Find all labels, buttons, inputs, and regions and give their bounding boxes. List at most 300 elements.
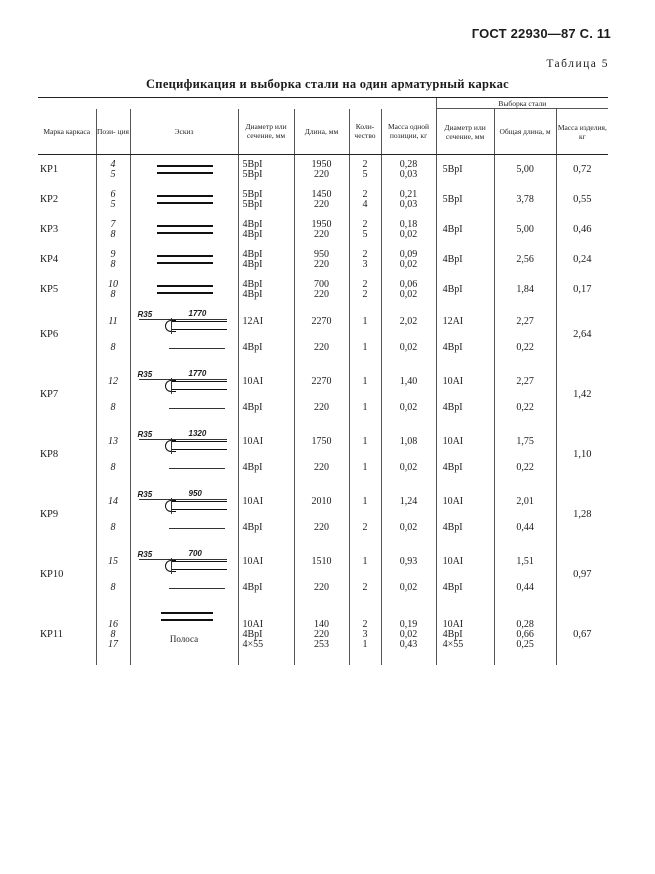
cell-line: 10AI	[442, 375, 464, 387]
header-mass-one: Масса одной позиции, кг	[381, 109, 436, 155]
cell-line: 220	[314, 258, 329, 270]
rebar-line	[157, 285, 213, 287]
cell-line: 0,19	[399, 618, 418, 630]
radius-label: R35	[137, 549, 153, 559]
product-mass-value: 0,55	[573, 194, 592, 205]
cell-line: 5BpI	[242, 188, 263, 200]
product-mass-value: 0,24	[573, 254, 592, 265]
spec-table-wrapper	[38, 97, 608, 665]
cell-line: 14	[108, 495, 118, 507]
rebar-line	[171, 569, 227, 571]
cell-line: 5BpI	[242, 198, 263, 210]
dimension-line	[139, 379, 227, 380]
cell-diameter	[238, 215, 294, 245]
rebar-line	[157, 165, 213, 167]
cell-total-length	[494, 365, 556, 425]
cell-line: 8	[110, 258, 116, 270]
cell-product-mass	[556, 605, 608, 665]
cell-product-mass	[556, 245, 608, 275]
cell-line: 4BpI	[442, 253, 463, 265]
cell-line: 12AI	[442, 315, 464, 327]
cell-sel-diameter	[436, 305, 494, 365]
cell-line: 220	[314, 341, 329, 353]
cell-line: 4BpI	[242, 218, 263, 230]
header-total-length: Общая длина, м	[494, 109, 556, 155]
cell-line: 1510	[311, 555, 332, 567]
cell-line: 0,02	[399, 461, 418, 473]
cell-line: 0,09	[399, 248, 418, 260]
cell-line: 4BpI	[242, 341, 263, 353]
rebar-line	[171, 449, 227, 451]
cell-total-length	[494, 275, 556, 305]
radius-label: R35	[137, 489, 153, 499]
cell-mark	[38, 545, 96, 605]
rebar-line	[171, 441, 227, 443]
cell-line: 4BpI	[242, 581, 263, 593]
cell-position	[96, 545, 130, 605]
cell-sel-diameter	[436, 155, 494, 185]
cell-line: 8	[110, 288, 116, 300]
cell-line: 15	[108, 555, 118, 567]
cell-line: 1	[362, 495, 368, 507]
cell-mark	[38, 605, 96, 665]
cell-line: 0,21	[399, 188, 418, 200]
cell-line: 2	[362, 218, 368, 230]
table-row	[38, 155, 608, 185]
cell-line: 700	[314, 278, 329, 290]
table-row	[38, 305, 608, 365]
dimension-line	[139, 499, 227, 500]
cell-sel-diameter	[436, 185, 494, 215]
cell-mark	[38, 155, 96, 185]
cell-mass-one	[381, 275, 436, 305]
cell-line: 8	[110, 521, 116, 533]
cell-product-mass	[556, 185, 608, 215]
cell-line: 10AI	[242, 375, 264, 387]
table-row	[38, 365, 608, 425]
cell-line: 1,51	[516, 555, 534, 567]
cell-line: 0,25	[516, 638, 534, 650]
header-sketch: Эскиз	[130, 109, 238, 155]
cell-product-mass	[556, 365, 608, 425]
cell-line: 2	[362, 158, 368, 170]
cell-diameter	[238, 545, 294, 605]
cell-line: 2	[362, 288, 368, 300]
cell-product-mass	[556, 485, 608, 545]
rebar-sketch	[131, 426, 238, 484]
header-product-mass: Масса изделия, кг	[556, 109, 608, 155]
cell-line: 13	[108, 435, 118, 447]
cell-line: 2,27	[516, 315, 534, 327]
cell-line: 11	[108, 315, 118, 327]
cell-length	[294, 605, 349, 665]
cell-line: 4BpI	[242, 248, 263, 260]
table-row	[38, 215, 608, 245]
rebar-line	[171, 561, 227, 563]
cell-total-length	[494, 305, 556, 365]
cell-line: 1950	[311, 218, 332, 230]
cell-quantity	[349, 485, 381, 545]
cell-line: 0,28	[516, 618, 534, 630]
table-label: Таблица 5	[546, 58, 609, 70]
cell-line: 2,02	[399, 315, 418, 327]
rebar-line-lower	[169, 528, 225, 529]
rebar-sketch	[131, 306, 238, 364]
cell-line: 0,22	[516, 341, 534, 353]
cell-line: 220	[314, 401, 329, 413]
cell-line: 0,22	[516, 461, 534, 473]
cell-line: 1,40	[399, 375, 418, 387]
cell-line: 9	[110, 248, 116, 260]
table-row	[38, 425, 608, 485]
cell-length	[294, 545, 349, 605]
cell-line: 1,75	[516, 435, 534, 447]
cell-line: 12AI	[242, 315, 264, 327]
cell-total-length	[494, 245, 556, 275]
cell-mark	[38, 305, 96, 365]
table-row	[38, 545, 608, 605]
cell-line: 1,24	[399, 495, 418, 507]
cell-total-length	[494, 155, 556, 185]
cell-line: 0,28	[399, 158, 418, 170]
cell-line: 3,78	[516, 193, 534, 205]
cell-line: 0,03	[399, 168, 418, 180]
cell-sketch	[130, 485, 238, 545]
cell-line: 0,22	[516, 401, 534, 413]
cell-line: 2	[362, 581, 368, 593]
cell-sketch	[130, 185, 238, 215]
cell-line: 6	[110, 188, 116, 200]
cell-product-mass	[556, 215, 608, 245]
product-mass-value: 0,67	[573, 629, 592, 640]
header-diameter: Диаметр или сечение, мм	[238, 109, 294, 155]
cell-line: 8	[110, 581, 116, 593]
cell-line: 10AI	[242, 495, 264, 507]
cross-bar	[171, 558, 172, 574]
cell-line: 1950	[311, 158, 332, 170]
mark-text: КР6	[40, 329, 59, 340]
cell-length	[294, 245, 349, 275]
cell-diameter	[238, 425, 294, 485]
rebar-line	[171, 381, 227, 383]
cell-line: 4BpI	[242, 288, 263, 300]
header-length: Длина, мм	[294, 109, 349, 155]
cell-length	[294, 425, 349, 485]
header-mark: Марка каркаса	[38, 109, 96, 155]
mark-text: КР4	[40, 254, 59, 265]
cell-line: 2270	[311, 315, 332, 327]
cell-line: 0,03	[399, 198, 418, 210]
cell-quantity	[349, 275, 381, 305]
rebar-line	[171, 501, 227, 503]
cell-line: 0,18	[399, 218, 418, 230]
product-mass-value: 0,72	[573, 164, 592, 176]
cell-sketch	[130, 605, 238, 665]
cell-mark	[38, 275, 96, 305]
cell-line: 0,02	[399, 258, 418, 270]
table-row	[38, 185, 608, 215]
rebar-line	[161, 619, 213, 621]
cell-line: 220	[314, 521, 329, 533]
cell-line: 1450	[311, 188, 332, 200]
cell-line: 220	[314, 581, 329, 593]
cell-total-length	[494, 485, 556, 545]
rebar-sketch	[131, 156, 238, 184]
cell-length	[294, 485, 349, 545]
cell-line: 2,01	[516, 495, 534, 507]
table-row	[38, 485, 608, 545]
cell-line: 0,66	[516, 628, 534, 640]
cell-mark	[38, 485, 96, 545]
cell-line: 10AI	[442, 618, 464, 630]
cell-position	[96, 365, 130, 425]
cell-diameter	[238, 485, 294, 545]
cell-line: 0,02	[399, 521, 418, 533]
cell-line: 5BpI	[442, 193, 463, 205]
cell-mass-one	[381, 305, 436, 365]
page-header-code: ГОСТ 22930—87 С. 11	[471, 26, 611, 41]
rebar-sketch	[131, 216, 238, 244]
cross-bar	[171, 438, 172, 454]
table-title: Спецификация и выборка стали на один арматурный каркас	[145, 77, 510, 91]
table-row	[38, 245, 608, 275]
cell-line: 4	[110, 158, 116, 170]
cell-line: 2,56	[516, 253, 534, 265]
cell-mark	[38, 185, 96, 215]
cell-line: 4BpI	[242, 228, 263, 240]
table-row	[38, 605, 608, 665]
rebar-sketch	[131, 486, 238, 544]
cell-diameter	[238, 185, 294, 215]
rebar-line	[157, 172, 213, 174]
cell-line: 8	[110, 401, 116, 413]
cell-line: 2	[362, 278, 368, 290]
cell-total-length	[494, 545, 556, 605]
cell-line: 253	[314, 638, 329, 650]
cell-sketch	[130, 305, 238, 365]
rebar-line-lower	[169, 588, 225, 589]
cell-line: 12	[108, 375, 118, 387]
cell-line: 4BpI	[442, 628, 463, 640]
cell-line: 4BpI	[442, 341, 463, 353]
cell-length	[294, 185, 349, 215]
cell-mass-one	[381, 425, 436, 485]
cell-position	[96, 275, 130, 305]
cell-line: 8	[110, 341, 116, 353]
rebar-sketch	[131, 246, 238, 274]
cell-sel-diameter	[436, 425, 494, 485]
cell-mark	[38, 215, 96, 245]
product-mass-value: 0,46	[573, 224, 592, 235]
cell-sketch	[130, 155, 238, 185]
rebar-line	[161, 612, 213, 614]
cell-quantity	[349, 185, 381, 215]
cell-line: 10AI	[442, 495, 464, 507]
cell-product-mass	[556, 545, 608, 605]
product-mass-value: 1,10	[573, 449, 592, 460]
cell-quantity	[349, 425, 381, 485]
header-position: Пози- ция	[96, 109, 130, 155]
cell-line: 0,02	[399, 628, 418, 640]
cell-product-mass	[556, 425, 608, 485]
table-body	[38, 155, 608, 665]
cell-line: 2	[362, 188, 368, 200]
cell-diameter	[238, 245, 294, 275]
cell-quantity	[349, 605, 381, 665]
cell-line: 2270	[311, 375, 332, 387]
cell-sel-diameter	[436, 485, 494, 545]
mark-text: КР3	[40, 224, 59, 235]
cell-line: 0,02	[399, 341, 418, 353]
rebar-line	[157, 232, 213, 234]
cell-length	[294, 365, 349, 425]
cell-line: 10AI	[242, 435, 264, 447]
cell-line: 16	[108, 618, 118, 630]
cell-line: 7	[110, 218, 116, 230]
rebar-line	[157, 195, 213, 197]
mark-text: КР5	[40, 284, 59, 295]
dimension-line	[139, 439, 227, 440]
rebar-line	[157, 262, 213, 264]
cell-line: 1	[362, 638, 368, 650]
cell-line: 4BpI	[442, 461, 463, 473]
cross-bar	[171, 378, 172, 394]
cell-total-length	[494, 425, 556, 485]
cell-mass-one	[381, 545, 436, 605]
cell-sketch	[130, 245, 238, 275]
cell-total-length	[494, 605, 556, 665]
cell-sketch	[130, 215, 238, 245]
cell-mass-one	[381, 485, 436, 545]
cell-mark	[38, 365, 96, 425]
cell-quantity	[349, 305, 381, 365]
rebar-line	[171, 329, 227, 331]
rebar-line-lower	[169, 468, 225, 469]
cell-line: 1	[362, 341, 368, 353]
cell-line: 5	[110, 198, 116, 210]
rebar-line-lower	[169, 408, 225, 409]
rebar-sketch	[131, 276, 238, 304]
cell-line: 4BpI	[442, 521, 463, 533]
cell-quantity	[349, 215, 381, 245]
cell-line: 1	[362, 435, 368, 447]
cell-position	[96, 425, 130, 485]
cell-length	[294, 275, 349, 305]
cell-line: 1	[362, 461, 368, 473]
cell-length	[294, 215, 349, 245]
cell-line: 5,00	[516, 163, 534, 175]
cell-line: 0,02	[399, 288, 418, 300]
cell-quantity	[349, 365, 381, 425]
product-mass-value: 2,64	[573, 329, 592, 340]
cell-line: 4	[362, 198, 368, 210]
cell-line: 8	[110, 628, 116, 640]
cell-line: 5	[362, 228, 368, 240]
cell-line: 10AI	[242, 555, 264, 567]
radius-label: R35	[137, 309, 153, 319]
cell-sel-diameter	[436, 275, 494, 305]
cell-line: 1	[362, 555, 368, 567]
rebar-sketch	[131, 366, 238, 424]
cell-mass-one	[381, 185, 436, 215]
cell-line: 0,06	[399, 278, 418, 290]
cell-line: 1	[362, 401, 368, 413]
mark-text: КР8	[40, 449, 59, 460]
cell-diameter	[238, 275, 294, 305]
radius-label: R35	[137, 369, 153, 379]
cell-mass-one	[381, 155, 436, 185]
cell-line: 2	[362, 618, 368, 630]
cell-line: 4BpI	[242, 461, 263, 473]
cell-sel-diameter	[436, 215, 494, 245]
table-row	[38, 275, 608, 305]
rebar-line	[171, 389, 227, 391]
cell-line: 5	[110, 168, 116, 180]
cell-diameter	[238, 605, 294, 665]
rebar-sketch	[131, 546, 238, 604]
cell-line: 4BpI	[242, 628, 263, 640]
cell-sel-diameter	[436, 545, 494, 605]
cell-position	[96, 605, 130, 665]
cell-line: 140	[314, 618, 329, 630]
cell-line: 4BpI	[442, 581, 463, 593]
cell-position	[96, 305, 130, 365]
cell-line: 950	[314, 248, 329, 260]
cell-line: 1750	[311, 435, 332, 447]
cell-mass-one	[381, 605, 436, 665]
cell-line: 4BpI	[442, 223, 463, 235]
cell-sketch	[130, 545, 238, 605]
cell-line: 4BpI	[242, 278, 263, 290]
cell-sel-diameter	[436, 605, 494, 665]
cell-line: 1	[362, 375, 368, 387]
cell-quantity	[349, 245, 381, 275]
cell-sel-diameter	[436, 365, 494, 425]
cell-mark	[38, 245, 96, 275]
cell-line: 0,02	[399, 401, 418, 413]
cell-line: 10AI	[442, 555, 464, 567]
cell-line: 220	[314, 628, 329, 640]
cell-line: 0,02	[399, 581, 418, 593]
cell-line: 220	[314, 228, 329, 240]
cell-mark	[38, 425, 96, 485]
cell-line: 5,00	[516, 223, 534, 235]
cell-position	[96, 155, 130, 185]
rebar-sketch	[131, 186, 238, 214]
mark-text: КР11	[40, 629, 63, 640]
cell-line: 2	[362, 521, 368, 533]
cell-diameter	[238, 365, 294, 425]
cell-line: 4BpI	[242, 258, 263, 270]
cross-bar	[171, 498, 172, 514]
rebar-line-lower	[169, 348, 225, 349]
cell-line: 5	[362, 168, 368, 180]
cell-line: 220	[314, 461, 329, 473]
spec-table	[38, 97, 608, 665]
cell-line: 17	[108, 638, 118, 650]
length-label: 1770	[188, 308, 207, 318]
cell-product-mass	[556, 275, 608, 305]
rebar-line	[157, 225, 213, 227]
rebar-line	[171, 321, 227, 323]
dimension-line	[139, 559, 227, 560]
cell-line: 10AI	[242, 618, 264, 630]
cell-mass-one	[381, 245, 436, 275]
rebar-line	[157, 292, 213, 294]
cross-bar	[171, 318, 172, 334]
cell-line: 4BpI	[442, 401, 463, 413]
cell-line: 0,44	[516, 521, 534, 533]
